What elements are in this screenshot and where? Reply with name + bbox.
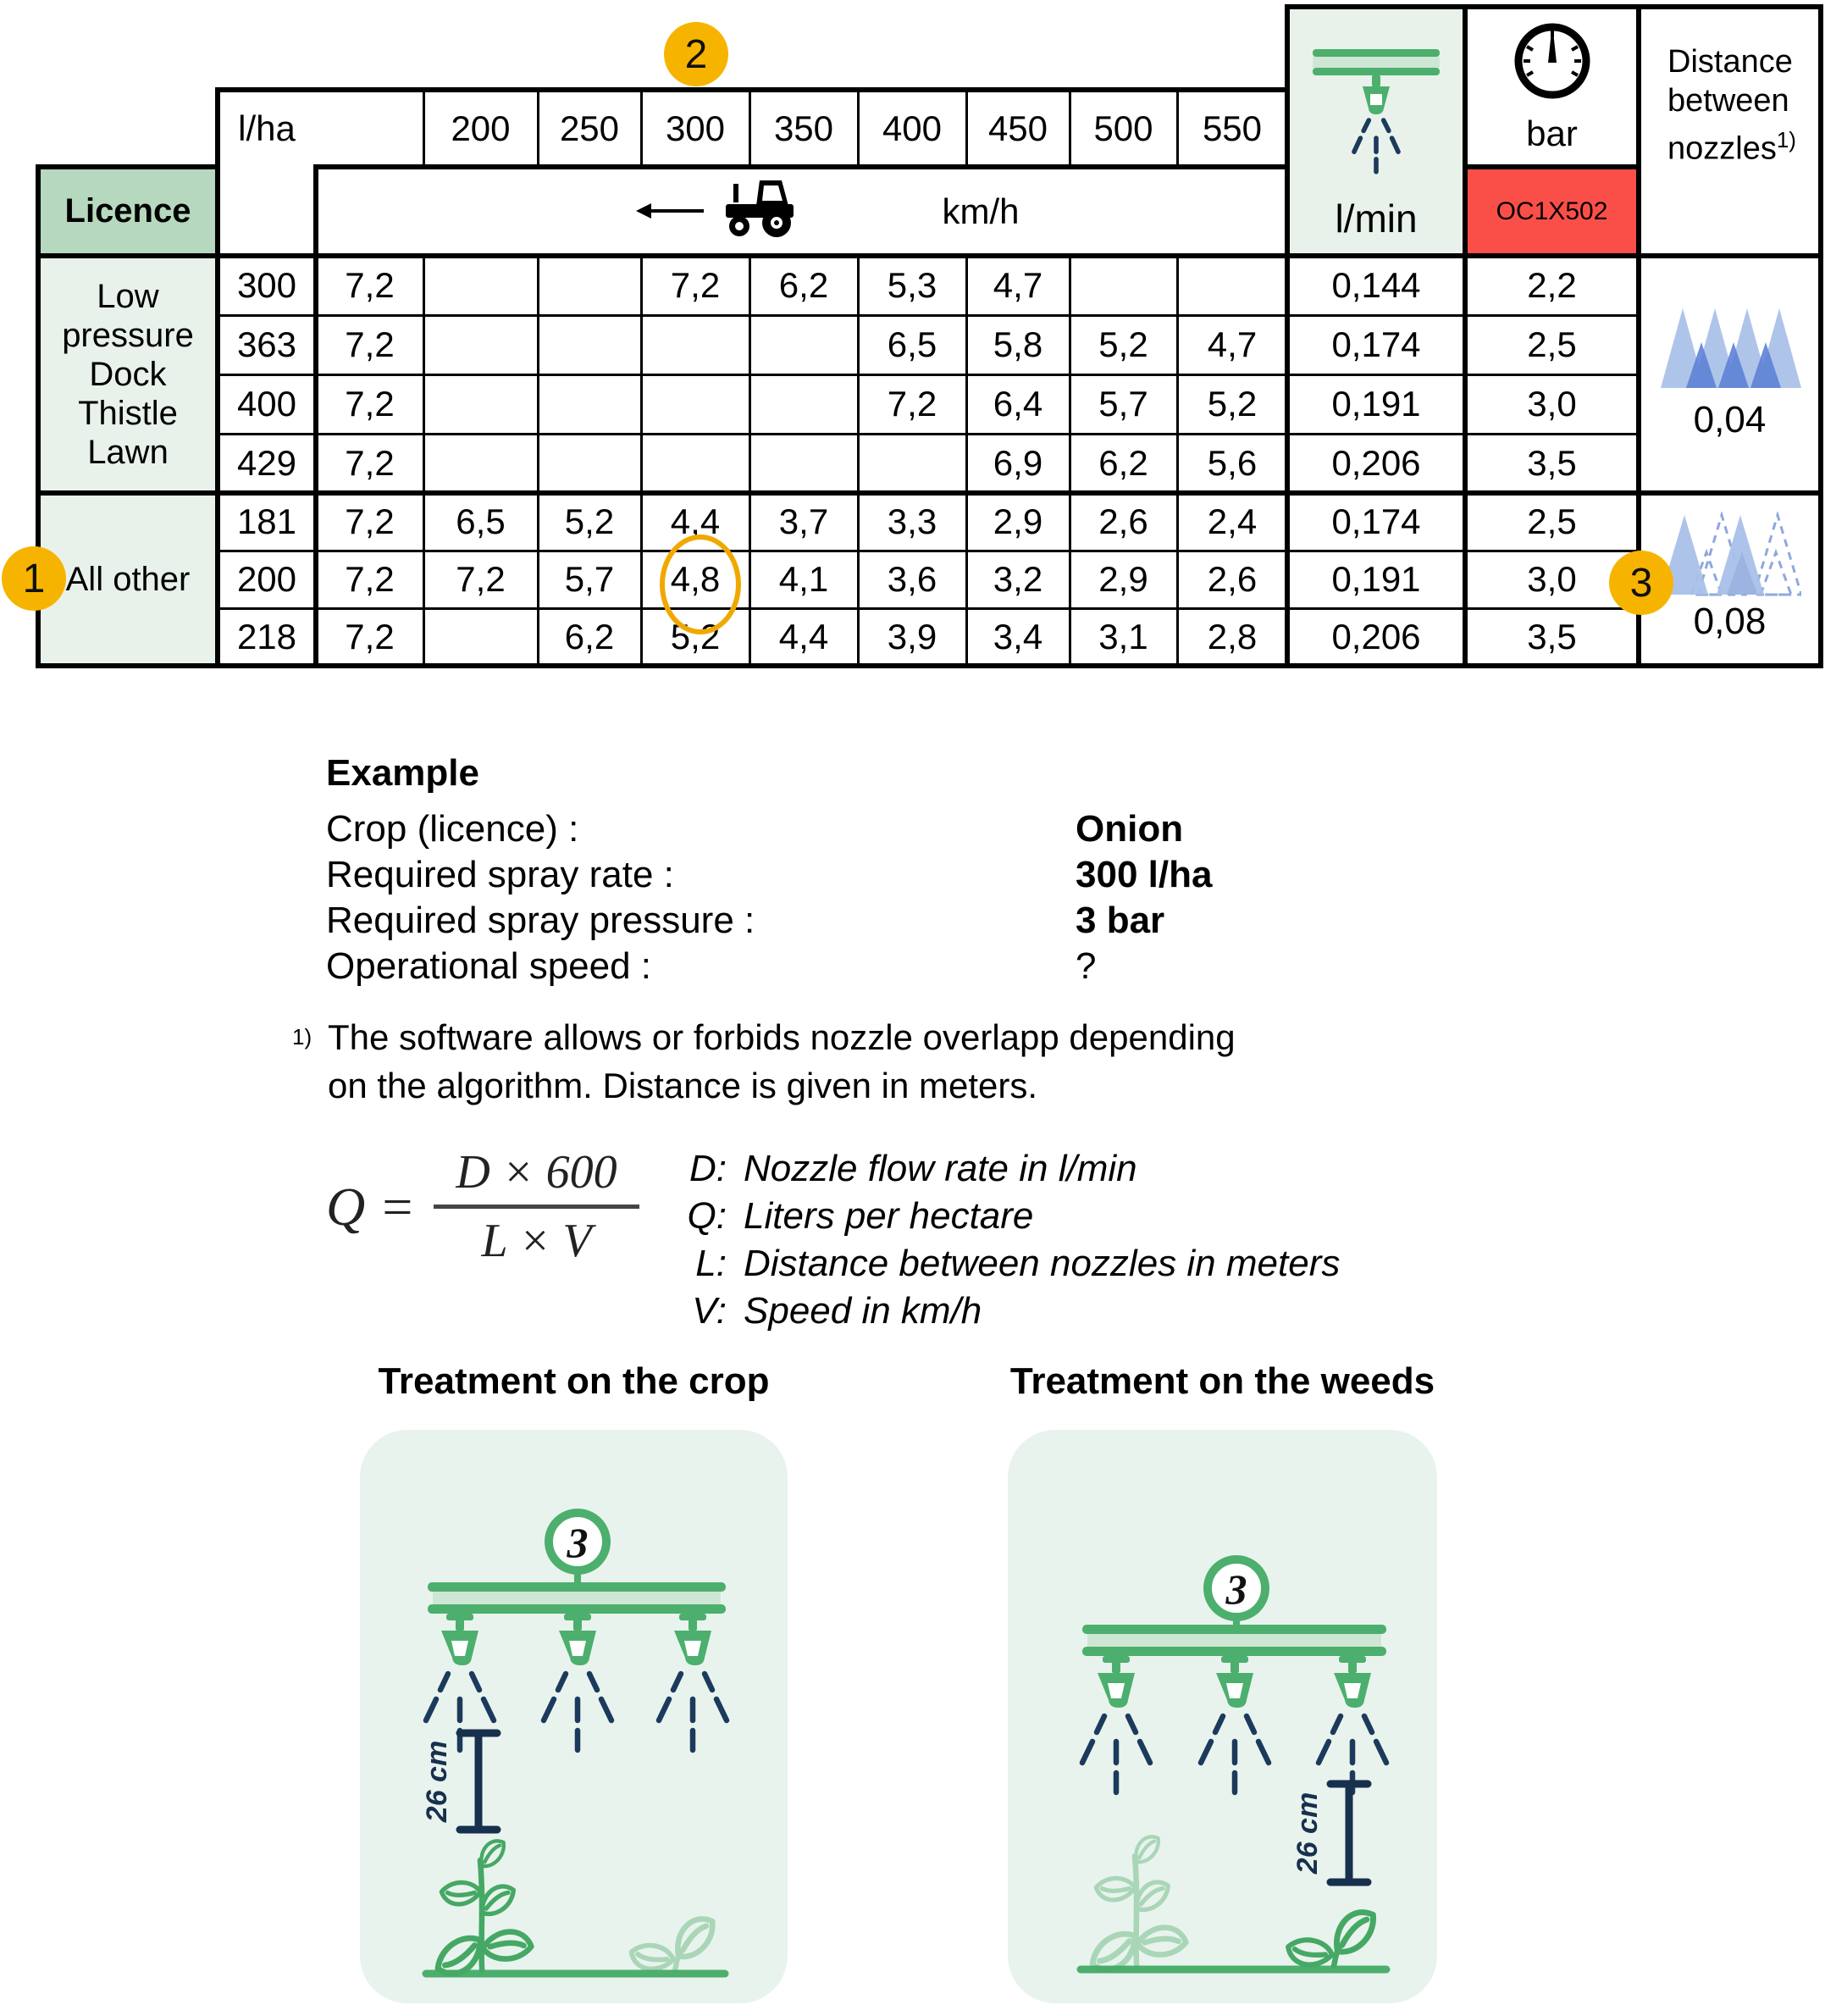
speed-value: 3,2: [993, 559, 1043, 599]
table-line: [1818, 4, 1823, 668]
speed-value: 3,1: [1098, 617, 1148, 656]
legend-row-L: [677, 1240, 1340, 1288]
speed-value: 2,9: [1098, 559, 1148, 599]
flow-unit-label: l/min: [1335, 197, 1418, 241]
distance-cell-group1: [1639, 256, 1821, 493]
legend-row-Q: [677, 1193, 1340, 1240]
flow-value: 0,206: [1331, 443, 1421, 483]
example-value: 3 bar: [1076, 900, 1165, 941]
speed-value: 3,6: [887, 559, 937, 599]
footnote-text: The software allows or forbids nozzle overlapp depending on the algorithm. Distance is given in meters.: [328, 1017, 1236, 1105]
footnote: [292, 1013, 1275, 1110]
flow-value: 0,206: [1331, 617, 1421, 656]
group-label-low-pressure: Low pressure Dock Thistle Lawn: [62, 278, 194, 471]
distance-header-line2: between: [1667, 83, 1789, 119]
speed-value: 5,2: [1207, 384, 1258, 424]
example-row-rate: [326, 852, 1512, 898]
speed-value: 6,4: [993, 384, 1043, 424]
speed-header: 500: [1093, 108, 1153, 148]
example-title: Example: [326, 752, 479, 794]
speed-value: 4,7: [993, 265, 1043, 305]
flow-value: 0,174: [1331, 501, 1421, 541]
callout-badge-1: 1: [2, 546, 66, 611]
speed-value: 6,9: [993, 443, 1043, 483]
callout-badge-3: 3: [1609, 551, 1673, 615]
lha-value: 181: [236, 501, 297, 541]
example-value: 300 l/ha: [1076, 854, 1213, 895]
kmh-band: [316, 167, 1287, 256]
speed-value: 4,4: [670, 501, 721, 541]
speed-value: 6,2: [1098, 443, 1148, 483]
legend-text: Distance between nozzles in meters: [744, 1243, 1341, 1284]
lha-value: 363: [236, 324, 297, 364]
speed-header: 250: [559, 108, 620, 148]
max-speed-value: 7,2: [345, 443, 395, 483]
speed-value: 5,3: [887, 265, 937, 305]
example-label: Required spray rate :: [326, 854, 674, 895]
speed-value: 3,3: [887, 501, 937, 541]
pressure-value: 2,2: [1527, 265, 1577, 305]
legend-text: Liters per hectare: [744, 1195, 1034, 1237]
table-line: [1463, 164, 1641, 169]
distance-header-line1: Distance: [1667, 44, 1793, 80]
example-row-pressure: [326, 898, 1512, 944]
speed-value: 5,8: [993, 324, 1043, 364]
speed-value: 3,4: [993, 617, 1043, 656]
legend-symbol: Q:: [687, 1195, 727, 1237]
pressure-value: 2,5: [1527, 324, 1577, 364]
lha-value: 200: [236, 559, 297, 599]
distance-value-group2: 0,08: [1693, 601, 1767, 642]
speed-value: 5,2: [670, 617, 721, 656]
speed-value: 2,6: [1207, 559, 1258, 599]
pressure-value: 3,0: [1527, 559, 1577, 599]
pressure-column-header: [1465, 7, 1639, 167]
example-value: Onion: [1076, 808, 1184, 850]
pressure-value: 3,5: [1527, 617, 1577, 656]
legend-symbol: V:: [692, 1290, 727, 1332]
treatment-weeds-panel: [1008, 1430, 1437, 2003]
flow-value: 0,174: [1331, 324, 1421, 364]
spray-rate-table: [0, 0, 1825, 678]
speed-value: 6,2: [778, 265, 829, 305]
speed-value: 6,5: [887, 324, 937, 364]
pressure-gauge-icon: [1510, 17, 1595, 102]
speed-value: 7,2: [456, 559, 506, 599]
speed-value: 5,7: [1098, 384, 1148, 424]
pressure-value: 2,5: [1527, 501, 1577, 541]
speed-value: 6,5: [456, 501, 506, 541]
example-label: Operational speed :: [326, 945, 652, 987]
kmh-label: km/h: [942, 191, 1020, 231]
max-speed-value: 7,2: [345, 559, 395, 599]
distance-value-group1: 0,04: [1693, 399, 1767, 440]
callout-badge-2: 2: [664, 22, 728, 86]
distance-header-footnote-ref: 1): [1776, 127, 1796, 152]
max-speed-value: 7,2: [345, 501, 395, 541]
tractor-icon: [721, 175, 799, 243]
lha-value: 429: [236, 443, 297, 483]
speed-value: 4,7: [1207, 324, 1258, 364]
speed-value: 4,8: [670, 559, 721, 599]
lha-value: 218: [236, 617, 297, 656]
formula-lhs: Q =: [326, 1176, 416, 1237]
speed-value: 2,8: [1207, 617, 1258, 656]
example-row-speed: [326, 944, 1512, 989]
left-arrow-icon: [636, 201, 705, 221]
speed-header: 550: [1202, 108, 1263, 148]
legend-symbol: D:: [689, 1148, 727, 1189]
max-speed-value: 7,2: [345, 617, 395, 656]
speed-header: 300: [665, 108, 726, 148]
speed-value: 4,1: [778, 559, 829, 599]
pressure-value: 3,0: [1527, 384, 1577, 424]
speed-header: 450: [987, 108, 1048, 148]
badge-3-label: 3: [1225, 1565, 1247, 1613]
speed-value: 5,2: [1098, 324, 1148, 364]
speed-value: 5,6: [1207, 443, 1258, 483]
legend-row-D: [677, 1145, 1340, 1193]
speed-value: 2,6: [1098, 501, 1148, 541]
lha-header: l/ha: [238, 108, 296, 148]
flow-value: 0,191: [1331, 384, 1421, 424]
speed-value: 6,2: [564, 617, 615, 656]
example-label: Crop (licence) :: [326, 808, 579, 850]
formula-numerator: D × 600: [456, 1146, 617, 1199]
example-row-crop: [326, 806, 1512, 852]
formula-denominator: L × V: [481, 1215, 592, 1267]
licence-header: Licence: [64, 192, 191, 230]
max-speed-value: 7,2: [345, 384, 395, 424]
badge-3-label: 3: [567, 1519, 589, 1566]
speed-value: 5,7: [564, 559, 615, 599]
speed-value: 7,2: [887, 384, 937, 424]
speed-value: 3,9: [887, 617, 937, 656]
treatment-crop-panel: [360, 1430, 788, 2003]
legend-row-V: [677, 1288, 1340, 1335]
lha-value: 300: [236, 265, 297, 305]
formula-fraction: [434, 1145, 639, 1268]
legend-symbol: L:: [695, 1243, 727, 1284]
speed-value: 3,7: [778, 501, 829, 541]
treatment-crop-title: Treatment on the crop: [378, 1360, 770, 1402]
measure-label: 26 cm: [1291, 1792, 1324, 1875]
distance-header-line3: nozzles: [1667, 130, 1777, 167]
table-line: [1285, 4, 1823, 9]
formula-fraction-bar: [434, 1205, 639, 1209]
footnote-ref: 1): [292, 1024, 312, 1050]
table-line: [36, 164, 220, 169]
legend-text: Nozzle flow rate in l/min: [744, 1148, 1137, 1189]
distance-column-header: [1639, 7, 1821, 256]
speed-value: 5,2: [564, 501, 615, 541]
lha-value: 400: [236, 384, 297, 424]
speed-value: 2,9: [993, 501, 1043, 541]
example-label: Required spray pressure :: [326, 900, 755, 941]
boom-bar: [1082, 1625, 1386, 1656]
nozzle-overlap-icon-dense: [1661, 305, 1801, 390]
nozzle-code-label: OC1X502: [1496, 197, 1608, 225]
formula: [326, 1145, 639, 1268]
example-value: ?: [1076, 945, 1097, 987]
speed-value: 2,4: [1207, 501, 1258, 541]
speed-header: 200: [451, 108, 511, 148]
treatment-weeds-title: Treatment on the weeds: [1009, 1360, 1435, 1402]
nozzle-boom-icon: [1308, 39, 1444, 174]
speed-value: 7,2: [670, 265, 721, 305]
flow-column-header: [1287, 7, 1465, 256]
nozzle-overlap-icon-sparse: [1661, 512, 1801, 596]
speed-value: 4,4: [778, 617, 829, 656]
boom-bar: [428, 1582, 726, 1614]
measure-label: 26 cm: [421, 1740, 453, 1823]
max-speed-value: 7,2: [345, 324, 395, 364]
pressure-unit-label: bar: [1526, 114, 1578, 153]
speed-header: 400: [882, 108, 943, 148]
flow-value: 0,191: [1331, 559, 1421, 599]
highlighted-value-circle: [660, 534, 741, 634]
flow-value: 0,144: [1331, 265, 1421, 305]
speed-header: 350: [773, 108, 834, 148]
pressure-value: 3,5: [1527, 443, 1577, 483]
formula-legend: [677, 1145, 1340, 1335]
legend-text: Speed in km/h: [744, 1290, 982, 1332]
group-label-all-other: All other: [65, 560, 191, 598]
max-speed-value: 7,2: [345, 265, 395, 305]
example-section: [326, 752, 1512, 989]
